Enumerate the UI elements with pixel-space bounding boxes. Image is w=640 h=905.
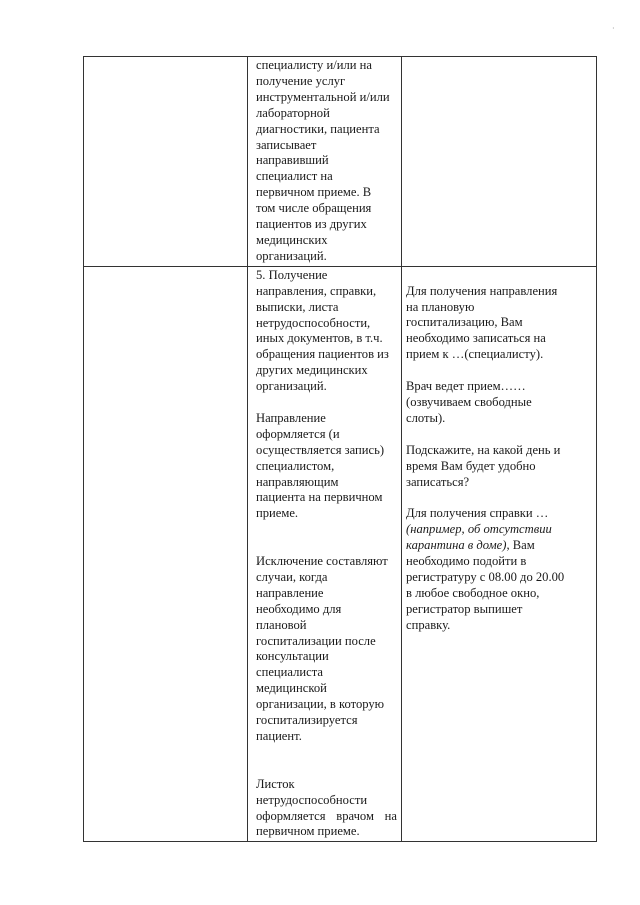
text-line bbox=[406, 522, 594, 538]
table-row bbox=[84, 57, 597, 267]
table-row bbox=[84, 266, 597, 842]
text-line: том числе обращения bbox=[256, 201, 372, 216]
text-line: время Вам будет удобно bbox=[406, 458, 536, 473]
text-line: других медицинских bbox=[256, 363, 368, 378]
text-line: справку. bbox=[406, 617, 451, 632]
text-line: специалисту и/или на bbox=[256, 58, 372, 72]
corner-dot-mark: · bbox=[612, 24, 615, 33]
text-line: пациентов из других bbox=[256, 217, 367, 232]
text-line: (озвучиваем свободные bbox=[406, 395, 532, 409]
text-line: обращения пациентов из bbox=[256, 347, 389, 362]
text-line: госпитализируется bbox=[256, 713, 358, 728]
text-line: специалистом, bbox=[256, 458, 335, 473]
text-line: нетрудоспособности, bbox=[256, 315, 371, 330]
text-line: диагностики, пациента bbox=[256, 121, 380, 136]
text-line: специалиста bbox=[256, 665, 323, 680]
text-line: направивший bbox=[256, 153, 329, 168]
text-line: Подскажите, на какой день и bbox=[406, 442, 561, 457]
text-line: первичном приеме. В bbox=[256, 185, 372, 200]
text-line: записаться? bbox=[406, 474, 470, 489]
text-line: инструментальной и/или bbox=[256, 89, 390, 104]
text-line: консультации bbox=[256, 649, 329, 664]
row1-col3-cell bbox=[402, 57, 597, 267]
text-line: оформляется врачом на bbox=[256, 808, 397, 823]
text-line: необходимо подойти в bbox=[406, 554, 527, 569]
text-fragment: , Вам bbox=[506, 538, 535, 553]
text-line: специалист на bbox=[256, 169, 333, 184]
text-line: направляющим bbox=[256, 474, 339, 489]
text-line: организаций. bbox=[256, 379, 327, 394]
row1-col2-cell bbox=[248, 57, 402, 267]
text-line: Исключение составляют bbox=[256, 554, 388, 569]
text-line: плановой bbox=[256, 617, 307, 632]
text-line: направление bbox=[256, 585, 324, 600]
text-line: организации, в которую bbox=[256, 697, 385, 712]
text-line: Врач ведет прием…… bbox=[406, 379, 526, 394]
text-line: получение услуг bbox=[256, 73, 346, 88]
text-line: организаций. bbox=[256, 248, 327, 263]
text-line: Для получения справки … bbox=[406, 506, 549, 521]
text-line: записывает bbox=[256, 137, 317, 152]
text-line: Направление bbox=[256, 410, 326, 425]
text-line: приеме. bbox=[256, 506, 299, 521]
row2-col2-cell bbox=[248, 266, 402, 842]
italic-text: карантина в доме) bbox=[406, 538, 507, 553]
text-line: случаи, когда bbox=[256, 569, 328, 584]
text-line: медицинских bbox=[256, 232, 328, 247]
text-line: лабораторной bbox=[256, 105, 330, 120]
document-table bbox=[83, 56, 597, 842]
text-line: регистратуру с 08.00 до 20.00 bbox=[406, 569, 565, 584]
text-line: госпитализации после bbox=[256, 633, 376, 648]
text-line: осуществляется запись) bbox=[256, 442, 385, 457]
text-line: госпитализацию, Вам bbox=[406, 315, 523, 330]
row1-col1-cell bbox=[84, 57, 248, 267]
text-line: оформляется (и bbox=[256, 426, 340, 441]
text-line: прием к …(специалисту). bbox=[406, 347, 544, 362]
text-line: выписки, листа bbox=[256, 299, 339, 314]
text-line: первичном приеме. bbox=[256, 824, 360, 839]
text-line: регистратор выпишет bbox=[406, 601, 523, 616]
row2-col3-cell bbox=[402, 266, 597, 842]
text-line: нетрудоспособности bbox=[256, 792, 368, 807]
text-line bbox=[406, 538, 594, 554]
text-line: в любое свободное окно, bbox=[406, 585, 540, 600]
text-line: направления, справки, bbox=[256, 283, 377, 298]
text-line: 5. Получение bbox=[256, 267, 328, 282]
text-line: пациента на первичном bbox=[256, 490, 383, 505]
text-line: Листок bbox=[256, 776, 295, 791]
text-line: необходимо записаться на bbox=[406, 331, 546, 346]
row2-col1-cell bbox=[84, 266, 248, 842]
text-line: медицинской bbox=[256, 681, 327, 696]
text-line: необходимо для bbox=[256, 601, 342, 616]
text-line: Для получения направления bbox=[406, 283, 558, 298]
text-line: пациент. bbox=[256, 729, 302, 744]
text-line: слоты). bbox=[406, 410, 446, 425]
text-line: иных документов, в т.ч. bbox=[256, 331, 383, 346]
italic-text: (например, об отсутствии bbox=[406, 522, 552, 537]
text-line: на плановую bbox=[406, 299, 475, 314]
